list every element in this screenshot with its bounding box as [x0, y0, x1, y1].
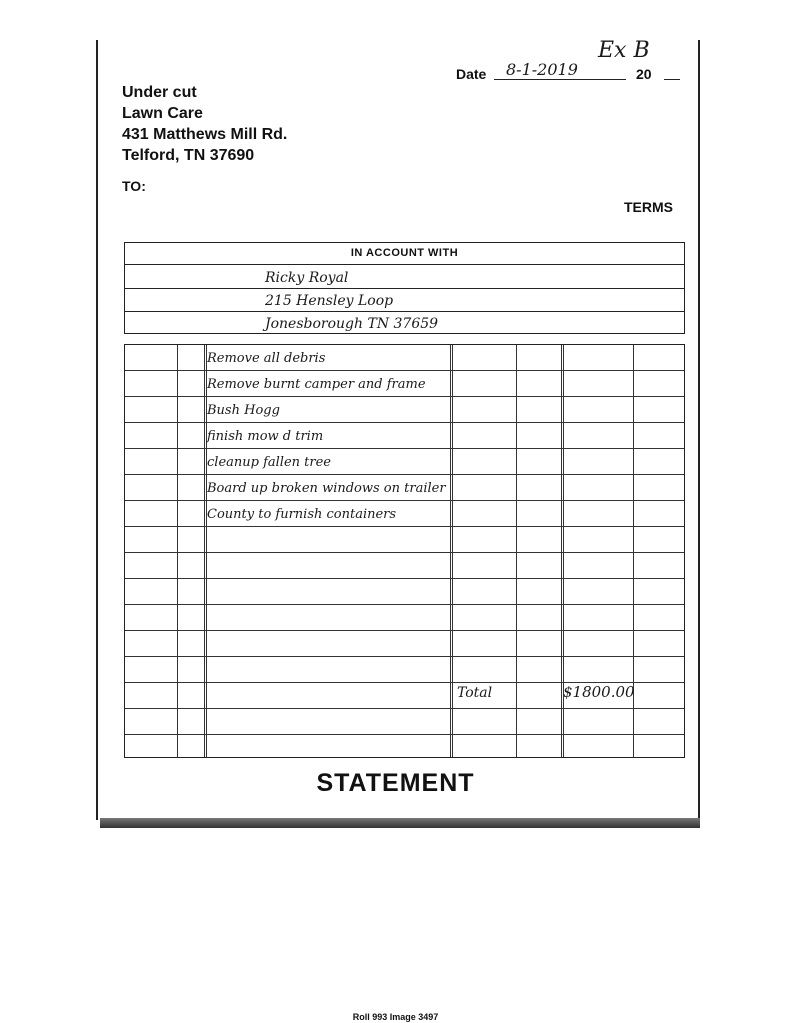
form-bottom-edge: [100, 818, 700, 828]
company-name-line-2: Lawn Care: [122, 105, 203, 122]
microfilm-footer: Roll 993 Image 3497: [352, 1012, 439, 1022]
line-item-7: County to furnish containers: [207, 507, 397, 522]
grid-row-rule: [125, 370, 684, 371]
grid-row-rule: [125, 630, 684, 631]
terms-label: TERMS: [624, 199, 673, 215]
year-line: [664, 79, 680, 80]
customer-street: 215 Hensley Loop: [265, 293, 394, 309]
line-items-grid: [124, 344, 685, 758]
account-header: IN ACCOUNT WITH: [125, 243, 684, 265]
grid-column-rule: [177, 345, 178, 757]
grid-column-rule: [516, 345, 517, 757]
date-label: Date: [456, 66, 487, 82]
total-label: Total: [457, 685, 493, 701]
account-rule: [125, 288, 684, 289]
customer-name: Ricky Royal: [265, 270, 349, 286]
line-item-1: Remove all debris: [207, 351, 326, 366]
grid-row-rule: [125, 448, 684, 449]
grid-row-rule: [125, 578, 684, 579]
company-block: [122, 82, 287, 166]
account-rule: [125, 311, 684, 312]
company-city: Telford, TN 37690: [122, 147, 255, 164]
customer-city: Jonesborough TN 37659: [265, 316, 439, 332]
line-item-5: cleanup fallen tree: [207, 455, 331, 470]
company-name-line-1: Under cut: [122, 84, 197, 101]
line-item-6: Board up broken windows on trailer: [207, 481, 446, 496]
exhibit-mark: Ex B: [598, 38, 650, 63]
total-amount: $1800.00: [563, 683, 635, 701]
grid-row-rule: [125, 552, 684, 553]
grid-row-rule: [125, 734, 684, 735]
year-prefix: 20: [636, 66, 652, 82]
date-line: [494, 79, 626, 80]
grid-row-rule: [125, 396, 684, 397]
line-item-3: Bush Hogg: [207, 403, 280, 418]
grid-row-rule: [125, 604, 684, 605]
grid-row-rule: [125, 656, 684, 657]
grid-row-rule: [125, 474, 684, 475]
grid-row-rule: [125, 500, 684, 501]
grid-row-rule: [125, 422, 684, 423]
line-item-4: finish mow d trim: [207, 429, 324, 444]
company-street: 431 Matthews Mill Rd.: [122, 126, 288, 143]
to-label: TO:: [122, 178, 146, 194]
grid-row-rule: [125, 708, 684, 709]
grid-row-rule: [125, 526, 684, 527]
line-item-2: Remove burnt camper and frame: [207, 377, 426, 392]
form-title: STATEMENT: [316, 769, 475, 797]
grid-column-rule: [450, 345, 453, 757]
date-value: 8-1-2019: [506, 60, 578, 79]
account-box: [124, 242, 685, 334]
